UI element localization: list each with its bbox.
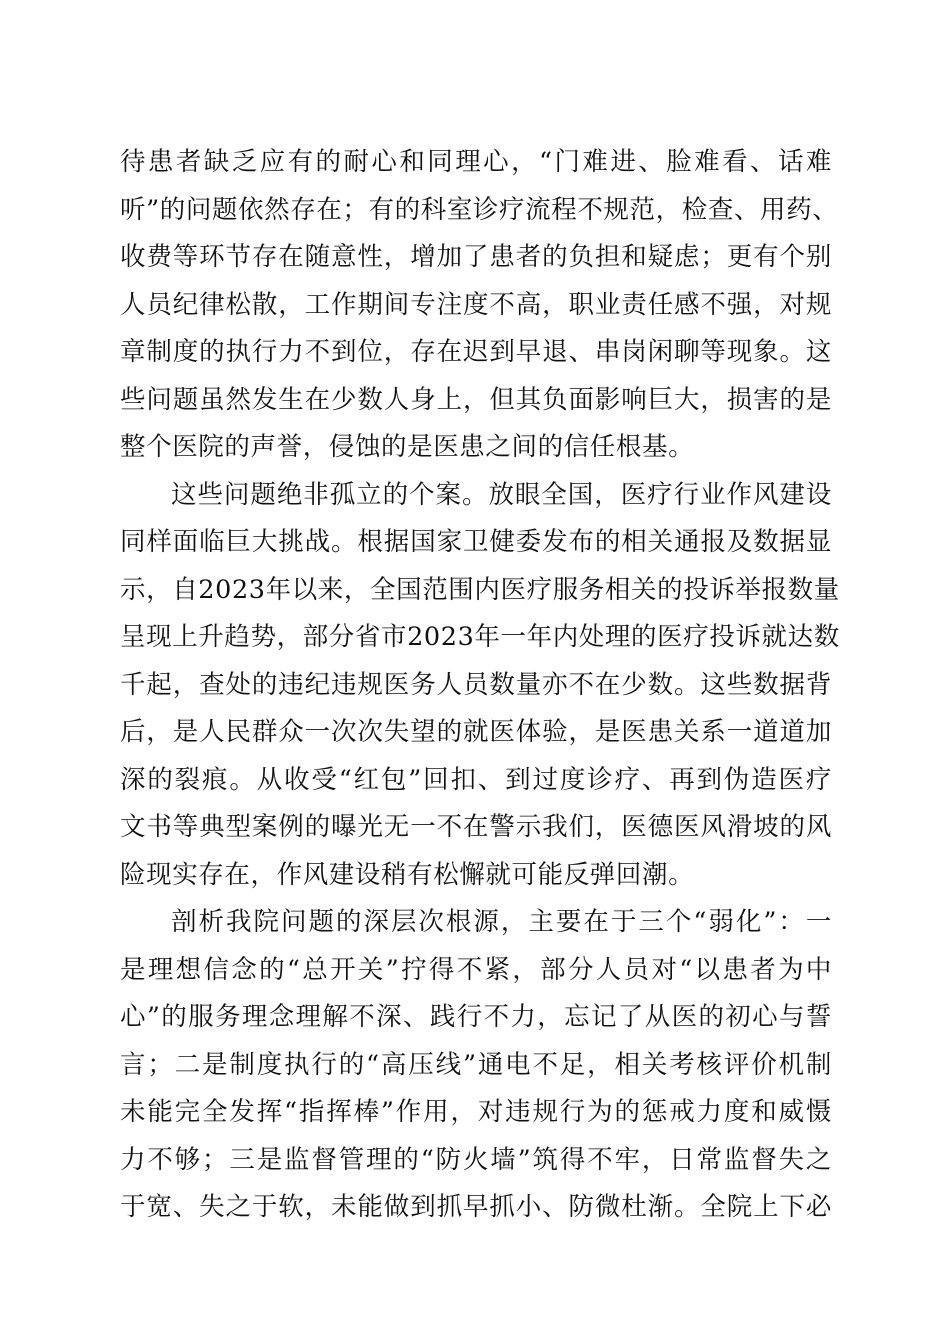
text-line: 千起，查处的违纪违规医务人员数量亦不在少数。这些数据背 — [120, 669, 832, 700]
text-line: 这些问题绝非孤立的个案。放眼全国，医疗行业作风建设 — [171, 479, 832, 510]
text-line: 人员纪律松散，工作期间专注度不高，职业责任感不强，对规 — [120, 289, 832, 320]
document-body — [120, 139, 840, 1232]
text-line: 些问题虽然发生在少数人身上，但其负面影响巨大，损害的是 — [120, 384, 832, 415]
text-line: 整个医院的声誉，侵蚀的是医患之间的信任根基。 — [120, 432, 695, 462]
text-line: 未能完全发挥“指挥棒”作用，对违规行为的惩戒力度和威慑 — [120, 1097, 832, 1127]
text-line: 剖析我院问题的深层次根源，主要在于三个“弱化”：一 — [171, 907, 832, 937]
text-line: 险现实存在，作风建设稍有松懈就可能反弹回潮。 — [120, 859, 695, 890]
text-line: 文书等典型案例的曝光无一不在警示我们，医德医风滑坡的风 — [120, 812, 832, 842]
text-line: 言；二是制度执行的“高压线”通电不足，相关考核评价机制 — [120, 1049, 832, 1080]
text-line: 听”的问题依然存在；有的科室诊疗流程不规范，检查、用药、 — [120, 194, 839, 225]
paragraph-2 — [120, 472, 840, 900]
text-line: 收费等环节存在随意性，增加了患者的负担和疑虑；更有个别 — [120, 242, 832, 272]
paragraph-3 — [120, 899, 832, 1232]
text-line: 于宽、失之于软，未能做到抓早抓小、防微杜渐。全院上下必 — [120, 1192, 832, 1222]
text-line: 呈现上升趋势，部分省市2023年一年内处理的医疗投诉就达数 — [120, 622, 840, 652]
text-line: 力不够；三是监督管理的“防火墙”筑得不牢，日常监督失之 — [120, 1144, 832, 1175]
text-line: 待患者缺乏应有的耐心和同理心，“门难进、脸难看、话难 — [120, 147, 832, 177]
text-line: 深的裂痕。从收受“红包”回扣、到过度诊疗、再到伪造医疗 — [120, 764, 832, 795]
text-line: 后，是人民群众一次次失望的就医体验，是医患关系一道道加 — [120, 717, 832, 747]
paragraph-1 — [120, 139, 839, 472]
text-line: 示，自2023年以来，全国范围内医疗服务相关的投诉举报数量 — [120, 574, 840, 605]
text-line: 同样面临巨大挑战。根据国家卫健委发布的相关通报及数据显 — [120, 527, 832, 557]
text-line: 是理想信念的“总开关”拧得不紧，部分人员对“以患者为中 — [120, 954, 832, 985]
text-line: 章制度的执行力不到位，存在迟到早退、串岗闲聊等现象。这 — [120, 337, 832, 367]
text-line: 心”的服务理念理解不深、践行不力，忘记了从医的初心与誓 — [120, 1002, 832, 1032]
